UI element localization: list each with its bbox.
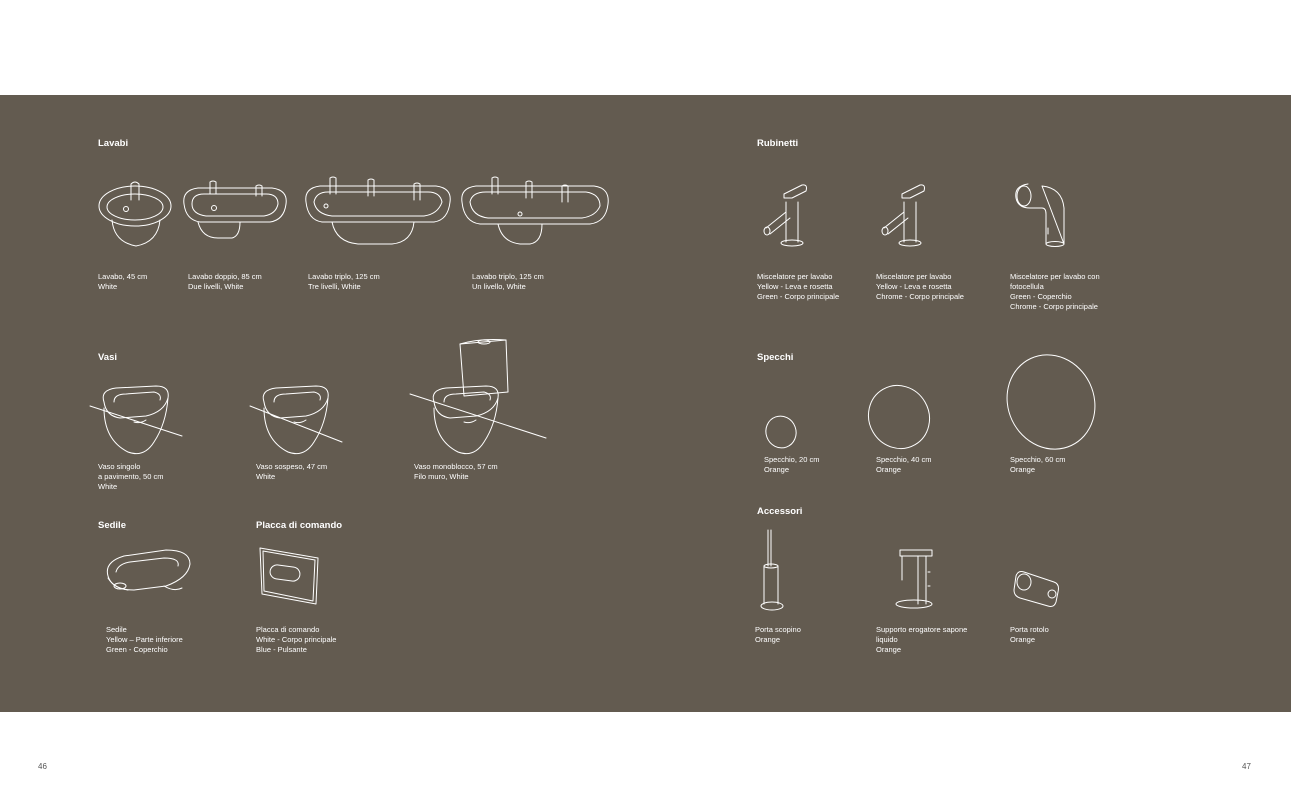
section-title-sedile: Sedile bbox=[98, 520, 126, 531]
wall-hung-toilet-icon bbox=[250, 382, 344, 458]
caption-miscelatore-1: Miscelatore per lavabo Yellow - Leva e rosetta Green - Corpo principale bbox=[757, 272, 840, 301]
caption-porta-rotolo: Porta rotolo Orange bbox=[1010, 625, 1049, 644]
section-title-lavabi: Lavabi bbox=[98, 138, 129, 149]
caption-sedile: Sedile Yellow – Parte inferiore Green - Coperchio bbox=[106, 625, 183, 654]
triple-washbasin-one-level-icon bbox=[458, 176, 612, 248]
basin-mixer-icon bbox=[760, 182, 810, 248]
toilet-roll-holder-icon bbox=[1012, 568, 1062, 614]
caption-miscelatore-fotocellula: Miscelatore per lavabo con fotocellula Green - Coperchio Chrome - Corpo principale bbox=[1010, 272, 1100, 311]
single-washbasin-icon bbox=[98, 176, 174, 250]
page-number-left: 46 bbox=[38, 762, 47, 771]
page-number-right: 47 bbox=[1242, 762, 1251, 771]
caption-lavabo-45: Lavabo, 45 cm White bbox=[98, 272, 148, 291]
toilet-brush-holder-icon bbox=[756, 528, 790, 612]
section-title-placca: Placca di comando bbox=[256, 520, 343, 531]
section-title-specchi: Specchi bbox=[757, 352, 794, 363]
toilet-seat-icon bbox=[104, 548, 194, 594]
section-title-rubinetti: Rubinetti bbox=[757, 138, 799, 149]
caption-lavabo-triplo-un-livello: Lavabo triplo, 125 cm Un livello, White bbox=[472, 272, 544, 291]
basin-mixer-icon-2 bbox=[878, 182, 928, 248]
caption-specchio-60: Specchio, 60 cm Orange bbox=[1010, 455, 1066, 474]
caption-miscelatore-2: Miscelatore per lavabo Yellow - Leva e rosetta Chrome - Corpo principale bbox=[876, 272, 964, 301]
caption-placca: Placca di comando White - Corpo principale Blue - Pulsante bbox=[256, 625, 337, 654]
floor-toilet-icon bbox=[90, 382, 184, 458]
mirror-60-icon bbox=[1004, 352, 1098, 452]
soap-dispenser-holder-icon bbox=[890, 546, 940, 610]
caption-porta-scopino: Porta scopino Orange bbox=[755, 625, 801, 644]
flush-plate-icon bbox=[258, 546, 322, 606]
section-title-accessori: Accessori bbox=[757, 506, 803, 517]
caption-supporto-erogatore: Supporto erogatore sapone liquido Orange bbox=[876, 625, 968, 654]
caption-vaso-sospeso: Vaso sospeso, 47 cm White bbox=[256, 462, 328, 481]
caption-specchio-40: Specchio, 40 cm Orange bbox=[876, 455, 932, 474]
double-washbasin-icon bbox=[180, 180, 290, 242]
triple-washbasin-three-levels-icon bbox=[302, 176, 454, 248]
close-coupled-toilet-icon bbox=[410, 338, 550, 458]
sensor-mixer-icon bbox=[1012, 182, 1068, 248]
mirror-20-icon bbox=[764, 414, 798, 450]
caption-lavabo-triplo-tre-livelli: Lavabo triplo, 125 cm Tre livelli, White bbox=[308, 272, 380, 291]
section-title-vasi: Vasi bbox=[98, 352, 118, 363]
mirror-40-icon bbox=[866, 384, 932, 450]
caption-lavabo-doppio: Lavabo doppio, 85 cm Due livelli, White bbox=[188, 272, 262, 291]
caption-vaso-monoblocco: Vaso monoblocco, 57 cm Filo muro, White bbox=[414, 462, 498, 481]
caption-vaso-singolo: Vaso singolo a pavimento, 50 cm White bbox=[98, 462, 164, 491]
caption-specchio-20: Specchio, 20 cm Orange bbox=[764, 455, 820, 474]
